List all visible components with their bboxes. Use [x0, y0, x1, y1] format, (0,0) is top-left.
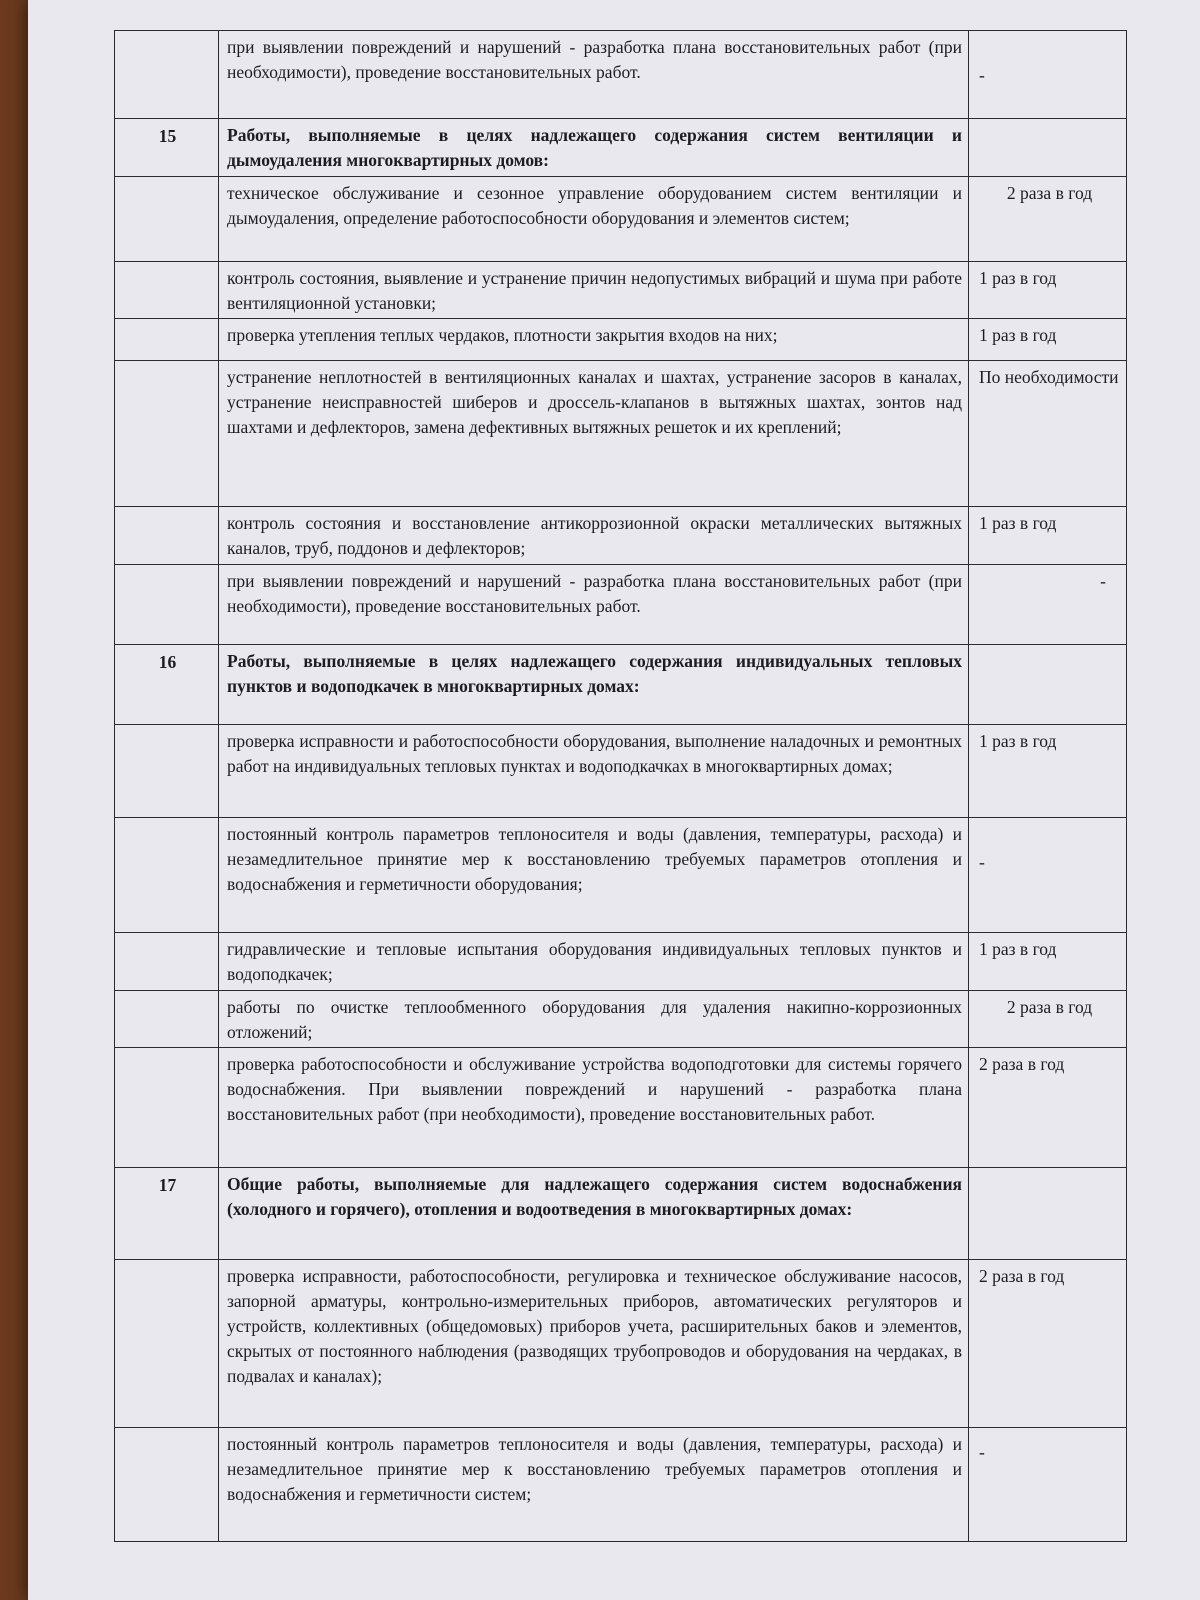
row-number	[115, 361, 219, 507]
table-row	[115, 565, 1127, 645]
work-frequency: 2 раза в год	[969, 1048, 1127, 1168]
row-number	[115, 818, 219, 933]
work-frequency: 1 раз в год	[969, 261, 1127, 319]
section-header-row	[115, 1168, 1127, 1260]
work-frequency: 1 раз в год	[969, 725, 1127, 818]
work-frequency: 2 раза в год	[969, 176, 1127, 261]
work-frequency: -	[969, 1428, 1127, 1542]
work-description: постоянный контроль параметров теплоносителя и воды (давления, температуры, расхода) и незамедлительное принятие мер к восстановлению требуемых параметров отопления и водоснабжения и герметичности оборудования;	[219, 818, 969, 933]
section-title: Общие работы, выполняемые для надлежащего содержания систем водоснабжения (холодного и горячего), отопления и водоотведения в многоквартирных домах:	[219, 1168, 969, 1260]
work-frequency: 1 раз в год	[969, 933, 1127, 991]
work-description: устранение неплотностей в вентиляционных каналах и шахтах, устранение засоров в каналах, устранение неисправностей шиберов и дроссель-клапанов в вытяжных шахтах, зонтов над шахтами и дефлекторов, замена дефективных вытяжных решеток и их креплений;	[219, 361, 969, 507]
row-number	[115, 507, 219, 565]
row-number	[115, 565, 219, 645]
work-frequency	[969, 645, 1127, 725]
row-number	[115, 31, 219, 119]
work-description: при выявлении повреждений и нарушений - разработка плана восстановительных работ (при необходимости), проведение восстановительных работ.	[219, 31, 969, 119]
row-number	[115, 933, 219, 991]
row-number	[115, 1428, 219, 1542]
section-number: 17	[115, 1168, 219, 1260]
table-row	[115, 261, 1127, 319]
section-number: 15	[115, 119, 219, 177]
row-number	[115, 176, 219, 261]
work-frequency	[969, 119, 1127, 177]
work-frequency: 2 раза в год	[969, 990, 1127, 1048]
table-row	[115, 507, 1127, 565]
row-number	[115, 1260, 219, 1428]
work-description: контроль состояния, выявление и устранение причин недопустимых вибраций и шума при работе вентиляционной установки;	[219, 261, 969, 319]
work-description: техническое обслуживание и сезонное управление оборудованием систем вентиляции и дымоудаления, определение работоспособности оборудования и элементов систем;	[219, 176, 969, 261]
work-frequency: -	[969, 31, 1127, 119]
row-number	[115, 725, 219, 818]
work-description: проверка работоспособности и обслуживание устройства водоподготовки для системы горячего водоснабжения. При выявлении повреждений и нарушений - разработка плана восстановительных работ (при необходимости), проведение восстановительных работ.	[219, 1048, 969, 1168]
work-frequency: По необходимости	[969, 361, 1127, 507]
work-description: проверка исправности, работоспособности, регулировка и техническое обслуживание насосов, запорной арматуры, контрольно-измерительных приборов, автоматических регуляторов и устройств, коллективных (общедомовых) приборов учета, расширительных баков и элементов, скрытых от постоянного наблюдения (разводящих трубопроводов и оборудования на чердаках, в подвалах и каналах);	[219, 1260, 969, 1428]
work-description: работы по очистке теплообменного оборудования для удаления накипно-коррозионных отложений;	[219, 990, 969, 1048]
table-row	[115, 990, 1127, 1048]
table-row	[115, 1048, 1127, 1168]
work-frequency: 1 раз в год	[969, 319, 1127, 361]
works-table	[114, 30, 1127, 1542]
table-row	[115, 1260, 1127, 1428]
table-row	[115, 818, 1127, 933]
row-number	[115, 261, 219, 319]
work-description: проверка исправности и работоспособности оборудования, выполнение наладочных и ремонтных работ на индивидуальных тепловых пунктах и водоподкачках в многоквартирных домах;	[219, 725, 969, 818]
section-title: Работы, выполняемые в целях надлежащего содержания индивидуальных тепловых пунктов и водоподкачек в многоквартирных домах:	[219, 645, 969, 725]
work-frequency	[969, 1168, 1127, 1260]
row-number	[115, 1048, 219, 1168]
table-row	[115, 31, 1127, 119]
work-description: постоянный контроль параметров теплоносителя и воды (давления, температуры, расхода) и незамедлительное принятие мер к восстановлению требуемых параметров отопления и водоснабжения и герметичности систем;	[219, 1428, 969, 1542]
work-description: при выявлении повреждений и нарушений - разработка плана восстановительных работ (при необходимости), проведение восстановительных работ.	[219, 565, 969, 645]
table-row	[115, 361, 1127, 507]
section-number: 16	[115, 645, 219, 725]
row-number	[115, 990, 219, 1048]
section-header-row	[115, 645, 1127, 725]
work-frequency: 1 раз в год	[969, 507, 1127, 565]
table-row	[115, 176, 1127, 261]
document-page	[28, 0, 1200, 1600]
table-row	[115, 1428, 1127, 1542]
work-description: гидравлические и тепловые испытания оборудования индивидуальных тепловых пунктов и водоподкачек;	[219, 933, 969, 991]
work-frequency: -	[969, 818, 1127, 933]
section-title: Работы, выполняемые в целях надлежащего содержания систем вентиляции и дымоудаления многоквартирных домов:	[219, 119, 969, 177]
work-frequency: -	[969, 565, 1127, 645]
work-frequency: 2 раза в год	[969, 1260, 1127, 1428]
row-number	[115, 319, 219, 361]
section-header-row	[115, 119, 1127, 177]
table-row	[115, 933, 1127, 991]
work-description: проверка утепления теплых чердаков, плотности закрытия входов на них;	[219, 319, 969, 361]
table-row	[115, 319, 1127, 361]
table-row	[115, 725, 1127, 818]
work-description: контроль состояния и восстановление антикоррозионной окраски металлических вытяжных каналов, труб, поддонов и дефлекторов;	[219, 507, 969, 565]
